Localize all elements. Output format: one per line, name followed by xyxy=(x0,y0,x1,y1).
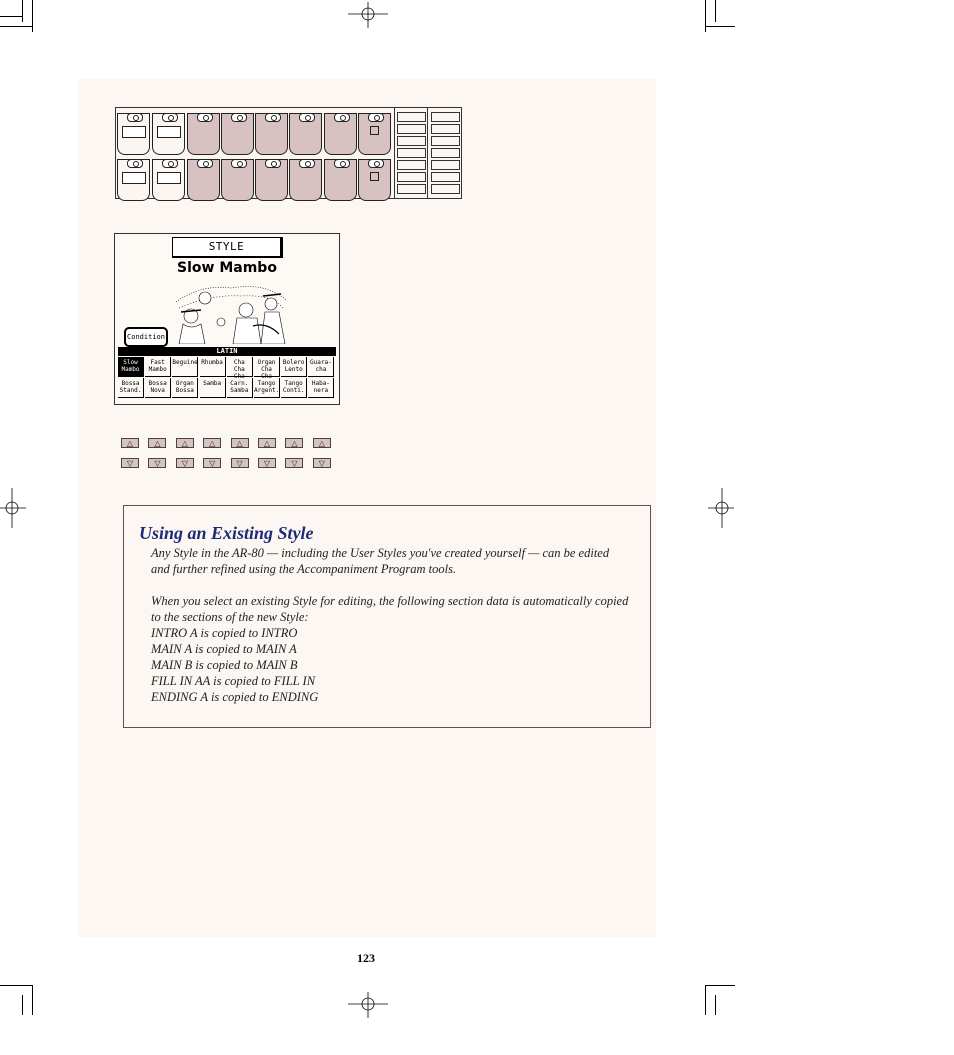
divider xyxy=(427,108,428,198)
panel-button[interactable] xyxy=(187,159,220,201)
panel-button[interactable] xyxy=(324,113,357,155)
condition-button[interactable]: Condition xyxy=(124,327,168,347)
registration-mark xyxy=(348,2,388,28)
square-icon xyxy=(370,172,379,181)
style-cell-line: Bossa xyxy=(121,380,140,387)
style-cell[interactable] xyxy=(281,378,307,398)
style-cell[interactable] xyxy=(200,357,226,377)
page-number: 123 xyxy=(357,951,375,965)
divider xyxy=(394,108,395,198)
square-icon xyxy=(370,126,379,135)
style-cell[interactable] xyxy=(308,378,334,398)
small-button[interactable] xyxy=(397,172,426,182)
arrow-up-button[interactable]: △ xyxy=(313,438,331,448)
style-cell-line: Tango xyxy=(257,380,276,387)
style-cell[interactable] xyxy=(227,378,253,398)
style-cell[interactable] xyxy=(281,357,307,377)
style-cell-line: Samba xyxy=(230,387,249,394)
button-window xyxy=(122,172,146,184)
lamp-icon xyxy=(368,113,384,122)
style-cell-line: Mambo xyxy=(121,366,140,373)
text-line: When you select an existing Style for editing, the following section data is automatically copied xyxy=(151,594,629,608)
arrow-down-button[interactable]: ▽ xyxy=(203,458,221,468)
style-cell-line: Cha Cha xyxy=(233,366,245,380)
style-cell-line: Rhumba xyxy=(201,359,223,366)
category-label: LATIN xyxy=(118,347,336,356)
panel-button[interactable] xyxy=(221,159,254,201)
registration-mark xyxy=(708,488,734,528)
panel-button[interactable] xyxy=(117,159,150,201)
style-cell-line: Beguine xyxy=(172,359,198,366)
arrow-up-button[interactable]: △ xyxy=(258,438,276,448)
style-cell-line: Organ xyxy=(175,380,194,387)
arrow-down-button[interactable]: ▽ xyxy=(231,458,249,468)
lamp-icon xyxy=(231,159,247,168)
panel-button[interactable] xyxy=(289,159,322,201)
small-button[interactable] xyxy=(397,148,426,158)
style-cell[interactable] xyxy=(308,357,334,377)
section-heading: Using an Existing Style xyxy=(139,523,314,543)
style-cell-line: Nova xyxy=(150,387,165,394)
panel-button[interactable] xyxy=(289,113,322,155)
panel-button[interactable] xyxy=(255,159,288,201)
arrow-down-button[interactable]: ▽ xyxy=(176,458,194,468)
style-cell-line: Argent. xyxy=(254,387,280,394)
small-button[interactable] xyxy=(431,160,460,170)
lamp-icon xyxy=(299,113,315,122)
small-button[interactable] xyxy=(397,184,426,194)
lamp-icon xyxy=(162,159,178,168)
copy-item: MAIN B is copied to MAIN B xyxy=(151,658,298,672)
arrow-up-button[interactable]: △ xyxy=(285,438,303,448)
small-button[interactable] xyxy=(431,136,460,146)
style-cell-line: Carn. xyxy=(230,380,249,387)
arrow-up-button[interactable]: △ xyxy=(231,438,249,448)
registration-mark xyxy=(348,992,388,1018)
small-button[interactable] xyxy=(397,124,426,134)
style-button-panel xyxy=(115,107,462,199)
arrow-down-button[interactable]: ▽ xyxy=(313,458,331,468)
panel-button[interactable] xyxy=(187,113,220,155)
lamp-icon xyxy=(265,113,281,122)
text-line: to the sections of the new Style: xyxy=(151,610,309,624)
small-button[interactable] xyxy=(397,112,426,122)
button-window xyxy=(157,172,181,184)
style-cell-line: Bolero xyxy=(282,359,305,366)
style-cell-line: Cha Cha xyxy=(261,366,272,380)
style-cell-line: Samba xyxy=(203,380,222,387)
style-cell-line: Fast xyxy=(150,359,165,366)
style-cell-line: Conti. xyxy=(282,387,305,394)
lamp-icon xyxy=(127,113,143,122)
arrow-down-button[interactable]: ▽ xyxy=(285,458,303,468)
arrow-down-button[interactable]: ▽ xyxy=(258,458,276,468)
small-button[interactable] xyxy=(431,124,460,134)
style-cell[interactable] xyxy=(172,378,198,398)
style-cell-line: Mambo xyxy=(148,366,167,373)
style-name: Slow Mambo xyxy=(177,260,277,276)
copy-item: FILL IN AA is copied to FILL IN xyxy=(151,674,316,688)
text-line: and further refined using the Accompaniment Program tools. xyxy=(151,562,457,576)
paragraph-2 xyxy=(151,593,628,705)
style-cell-line: Organ xyxy=(257,359,276,366)
style-cell[interactable] xyxy=(227,357,253,380)
small-button[interactable] xyxy=(397,136,426,146)
style-cell-line: Guara- xyxy=(310,359,332,366)
lcd-display xyxy=(114,233,340,405)
lamp-icon xyxy=(368,159,384,168)
text-line: Any Style in the AR-80 — including the User Styles you've created yourself — can be edited xyxy=(151,546,610,560)
arrow-up-button[interactable]: △ xyxy=(203,438,221,448)
style-cell[interactable] xyxy=(200,378,226,398)
small-button[interactable] xyxy=(397,160,426,170)
arrow-down-button[interactable]: ▽ xyxy=(148,458,166,468)
panel-button[interactable] xyxy=(255,113,288,155)
lamp-icon xyxy=(299,159,315,168)
lamp-icon xyxy=(127,159,143,168)
style-cell[interactable] xyxy=(254,357,280,380)
style-cell-line: Lento xyxy=(284,366,303,373)
small-button[interactable] xyxy=(431,112,460,122)
style-cell[interactable] xyxy=(118,357,144,377)
copy-item: ENDING A is copied to ENDING xyxy=(151,690,319,704)
button-window xyxy=(122,126,146,138)
style-cell-line: Haba- xyxy=(311,380,330,387)
style-cell[interactable] xyxy=(145,357,171,377)
panel-button[interactable] xyxy=(152,113,185,155)
style-cell-line: Cha xyxy=(233,359,245,366)
arrow-up-button[interactable]: △ xyxy=(148,438,166,448)
style-cell-line: cha xyxy=(315,366,327,373)
style-cell-line: Stand. xyxy=(119,387,142,394)
panel-button[interactable] xyxy=(152,159,185,201)
style-cell[interactable] xyxy=(254,378,280,398)
small-button[interactable] xyxy=(431,172,460,182)
lamp-icon xyxy=(231,113,247,122)
panel-button[interactable] xyxy=(221,113,254,155)
style-cell-line: nera xyxy=(313,387,329,394)
lcd-title: STYLE xyxy=(172,237,283,258)
lamp-icon xyxy=(265,159,281,168)
panel-button[interactable] xyxy=(358,159,391,201)
paragraph-1 xyxy=(151,545,609,577)
small-button[interactable] xyxy=(431,184,460,194)
arrow-down-button[interactable]: ▽ xyxy=(121,458,139,468)
arrow-up-button[interactable]: △ xyxy=(176,438,194,448)
style-cell-line: Tango xyxy=(284,380,303,387)
registration-mark xyxy=(0,488,26,528)
style-cell-line: Bossa xyxy=(175,387,194,394)
style-cell[interactable] xyxy=(145,378,171,398)
style-cell[interactable] xyxy=(118,378,144,398)
info-box xyxy=(123,505,651,728)
style-cell[interactable] xyxy=(172,357,198,377)
arrow-up-button[interactable]: △ xyxy=(121,438,139,448)
panel-button[interactable] xyxy=(117,113,150,155)
small-button[interactable] xyxy=(431,148,460,158)
lamp-icon xyxy=(197,159,213,168)
button-window xyxy=(157,126,181,138)
lamp-icon xyxy=(197,113,213,122)
lamp-icon xyxy=(162,113,178,122)
style-cell-line: Slow xyxy=(123,359,138,366)
musicians-illustration xyxy=(171,282,291,344)
copy-item: MAIN A is copied to MAIN A xyxy=(151,642,297,656)
panel-button[interactable] xyxy=(324,159,357,201)
lamp-icon xyxy=(334,113,350,122)
copy-item: INTRO A is copied to INTRO xyxy=(151,626,298,640)
style-cell-line: Bossa xyxy=(148,380,167,387)
panel-button[interactable] xyxy=(358,113,391,155)
lamp-icon xyxy=(334,159,350,168)
